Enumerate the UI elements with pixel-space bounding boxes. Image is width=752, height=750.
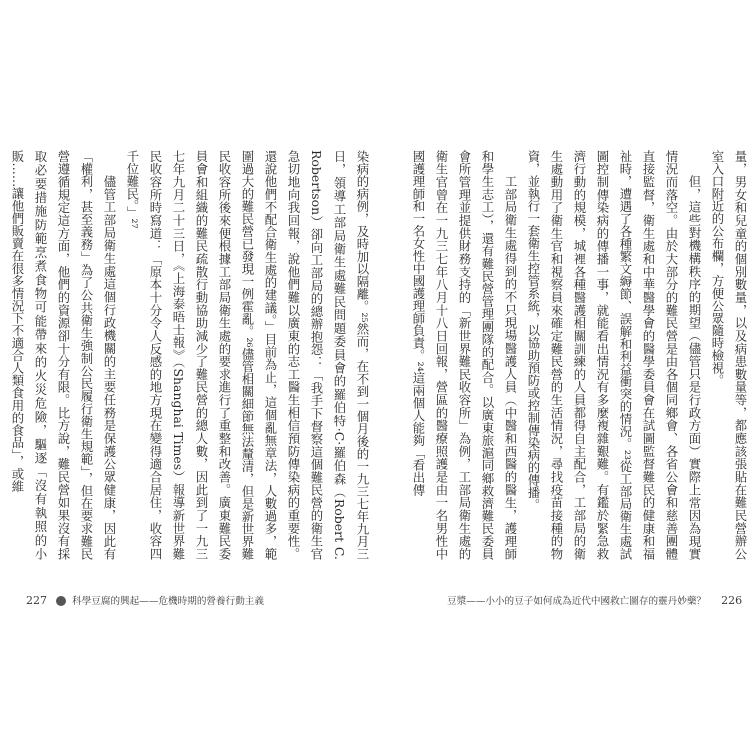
- page-number: 227: [26, 594, 47, 607]
- running-header: 科學豆腐的興起——危機時期的營養行動主義: [72, 596, 264, 607]
- paragraph: 但，這些對機構秩序的期望（儘管只是行政方面）實際上常因為現實情況而落空。由於大部分的難民營是由各個同鄉會、各省公會和慈善團體直接監督，衛生處和中華醫學會的醫學委員會在試圖監督難民的健康和福祉時，遭遇了各種繁文縟節、誤解和利益衝突的情況。²³從工部局衛生處試圖控制傳染病的傳播一事，就能看出情況有多麼複雜艱難。有鑑於緊急救濟行動的規模，城裡各種醫護相關訓練的人員都得自主配合，工部局的衛生處動用了衛生官和視察員來確定難民營的生活情況，尋找疫苗接種的物資，並執行一套衛生控管系統，以協助預防或控制傳染病的傳播。: [526, 150, 702, 560]
- right-page-body: [411, 150, 752, 560]
- paragraph: 儘管工部局衛生處這個行政機關的主要任務是保護公眾健康，因此有「權利，甚至義務」為了公共衛生強制公民履行衛生規範」，但在要求難民營遵循規定這方面，他們的資源卻十分有限。比方說，難民營如果沒有採取必要措施防範烹煮食物可能帶來的火災危險，驅逐「沒有執照的小販……讓他們販賣在很多情況下不適合人類食用的食品」，或維: [10, 150, 117, 560]
- left-page-body: [10, 150, 374, 560]
- running-header: 豆漿——小小的豆子如何成為近代中國救亡圖存的靈丹妙藥？: [447, 596, 707, 607]
- page-number: 226: [721, 594, 743, 607]
- right-page: [392, 150, 752, 560]
- paragraph: 工部局衛生處得到的不只現場醫護人員（中醫和西醫的醫生，護理師和學生志工），還有難民營管理團隊的配合。以廣東旅滬同鄉救濟難民委員會所管理並提供財務支持的「新世界難民收容所」為例，工部局衛生處的衛生官曾在一九三七年八月十八日回報，營區的醫療照護是由一名男性中國護理師和一名女性中國護理師負責。²⁴這兩個人能夠「看出傳: [411, 150, 518, 560]
- paragraph: 量，男女和兒童的個別數量，以及病患數量等，都應該張貼在難民營辦公室入口附近的公布欄，方便公眾隨時檢視。: [710, 150, 748, 560]
- left-page: [10, 150, 374, 560]
- chapter-marker-icon: [56, 596, 66, 606]
- left-page-footer: [26, 594, 264, 608]
- right-page-footer: [447, 594, 742, 608]
- paragraph: 染病的病例，及時加以隔離。²⁵然而，在不到一個月後的一九三七年九月三日，領導工部局衛生處難民問題委員會的羅伯特·C·羅伯森（Robert C. Robertson）卻向工部局的總辦抱怨：「我手下督察這個難民營的衛生官急切地向我回報，說他們難以廣東的志工醫生相信預防傳染病的重要性。還說他們不配合衛生處的建議。」目前為止，這個亂無章法，人數過多，範圍過大的難民營已發現一例霍亂。²⁶儘管相關細節無法釐清，但是新世界難民收容所後來便根據工部局衛生處的要求進行了重整和改善。廣東難民委員會和組織的難民疏散行動協助減少了難民營的總人數，因此到了一九三七年九月二十三日，《上海泰晤士報》（Shanghai Times）報導新世界難民收容所時寫道：「原本十分令人反感的地方現在變得適合居住，收容四千位難民。」²⁷: [125, 150, 370, 560]
